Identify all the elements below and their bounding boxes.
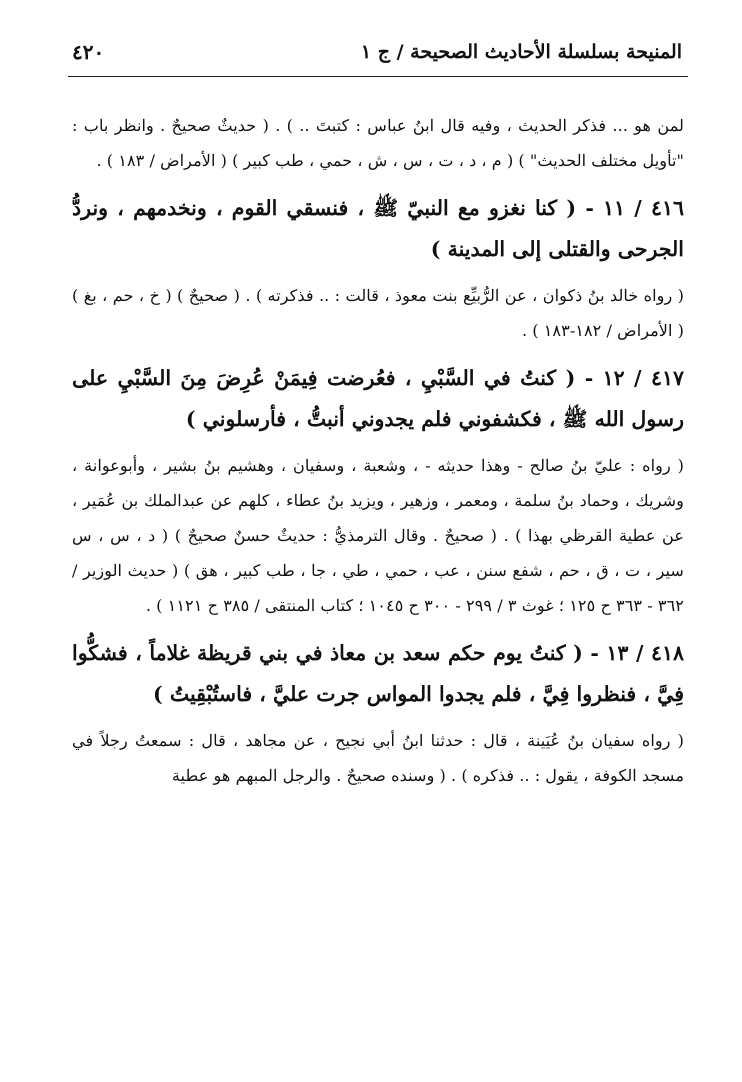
hadith-text: ( كنتُ يوم حكم سعد بن معاذ في بني قريظة غلاماً ، فشكُّوا فِيَّ ، فنظروا فِيَّ ، فلم يجدوا المواس جرت عليَّ ، فاستُبْقِيتُ ) <box>72 641 684 706</box>
hadith-417 <box>72 358 684 440</box>
page-body <box>72 108 684 803</box>
footnote-paragraph: لمن هو ... فذكر الحديث ، وفيه قال ابنُ عباس : كتبتَ .. ) . ( حديثٌ صحيحٌ . وانظر باب : "تأويل مختلف الحديث" ) ( م ، د ، ت ، س ، ش ، حمي ، طب كبير ) ( الأمراض / ١٨٣ ) . <box>72 116 684 170</box>
running-title: المنيحة بسلسلة الأحاديث الصحيحة / ج ١ <box>360 41 682 63</box>
takhrij-paragraph: ( رواه : عليّ بنُ صالح - وهذا حديثه - ، وشعبة ، وسفيان ، وهشيم بنُ بشير ، وأبوعوانة ، وشريك ، وحماد بنُ سلمة ، ومعمر ، وزهير ، ويزيد بنُ عطاء ، كلهم عن عبدالملك بن عُمَير ، عن عطية القرظي بهذا ) . ( صحيحٌ . وقال الترمذيُّ : حديثٌ حسنٌ صحيحٌ ) ( د ، س ، س سير ، ت ، ق ، حم ، شفع سنن ، عب ، حمي ، طي ، جا ، طب كبير ، هق ) ( حديث الوزير / ٣٦٢ - ٣٦٣ ح ١٢٥ ؛ غوث ٣ / ٢٩٩ - ٣٠٠ ح ١٠٤٥ ؛ كتاب المنتقى / ٣٨٥ ح ١١٢١ ) . <box>72 456 684 615</box>
takhrij-paragraph: ( رواه سفيان بنُ عُيَينة ، قال : حدثنا ابنُ أبي نجيح ، عن مجاهد ، قال : سمعتُ رجلاً في مسجد الكوفة ، يقول : .. فذكره ) . ( وسنده صحيحٌ . والرجل المبهم هو عطية <box>72 731 684 785</box>
page-header <box>72 32 682 72</box>
page-number: ٤٢٠ <box>72 40 105 64</box>
hadith-number: ٤١٦ / ١١ - <box>585 196 685 220</box>
hadith-text: ( كنتُ في السَّبْيِ ، فعُرضت فِيمَنْ عُرِضَ مِنَ السَّبْيِ على رسول الله ﷺ ، فكشفوني فلم يجدوني أنبتُّ ، فأرسلوني ) <box>72 366 684 431</box>
hadith-number: ٤١٧ / ١٢ - <box>584 366 684 390</box>
hadith-416 <box>72 188 684 270</box>
header-divider <box>68 76 688 77</box>
takhrij-paragraph: ( رواه خالد بنُ ذكوان ، عن الرُّبيِّع بنت معوذ ، قالت : .. فذكرته ) . ( صحيحٌ ) ( خ ، حم ، بغ ) ( الأمراض / ١٨٢-١٨٣ ) . <box>72 286 684 340</box>
hadith-text: ( كنا نغزو مع النبيّ ﷺ ، فنسقي القوم ، ونخدمهم ، ونردُّ الجرحى والقتلى إلى المدينة ) <box>72 196 684 261</box>
hadith-418 <box>72 633 684 715</box>
hadith-number: ٤١٨ / ١٣ - <box>590 641 685 665</box>
